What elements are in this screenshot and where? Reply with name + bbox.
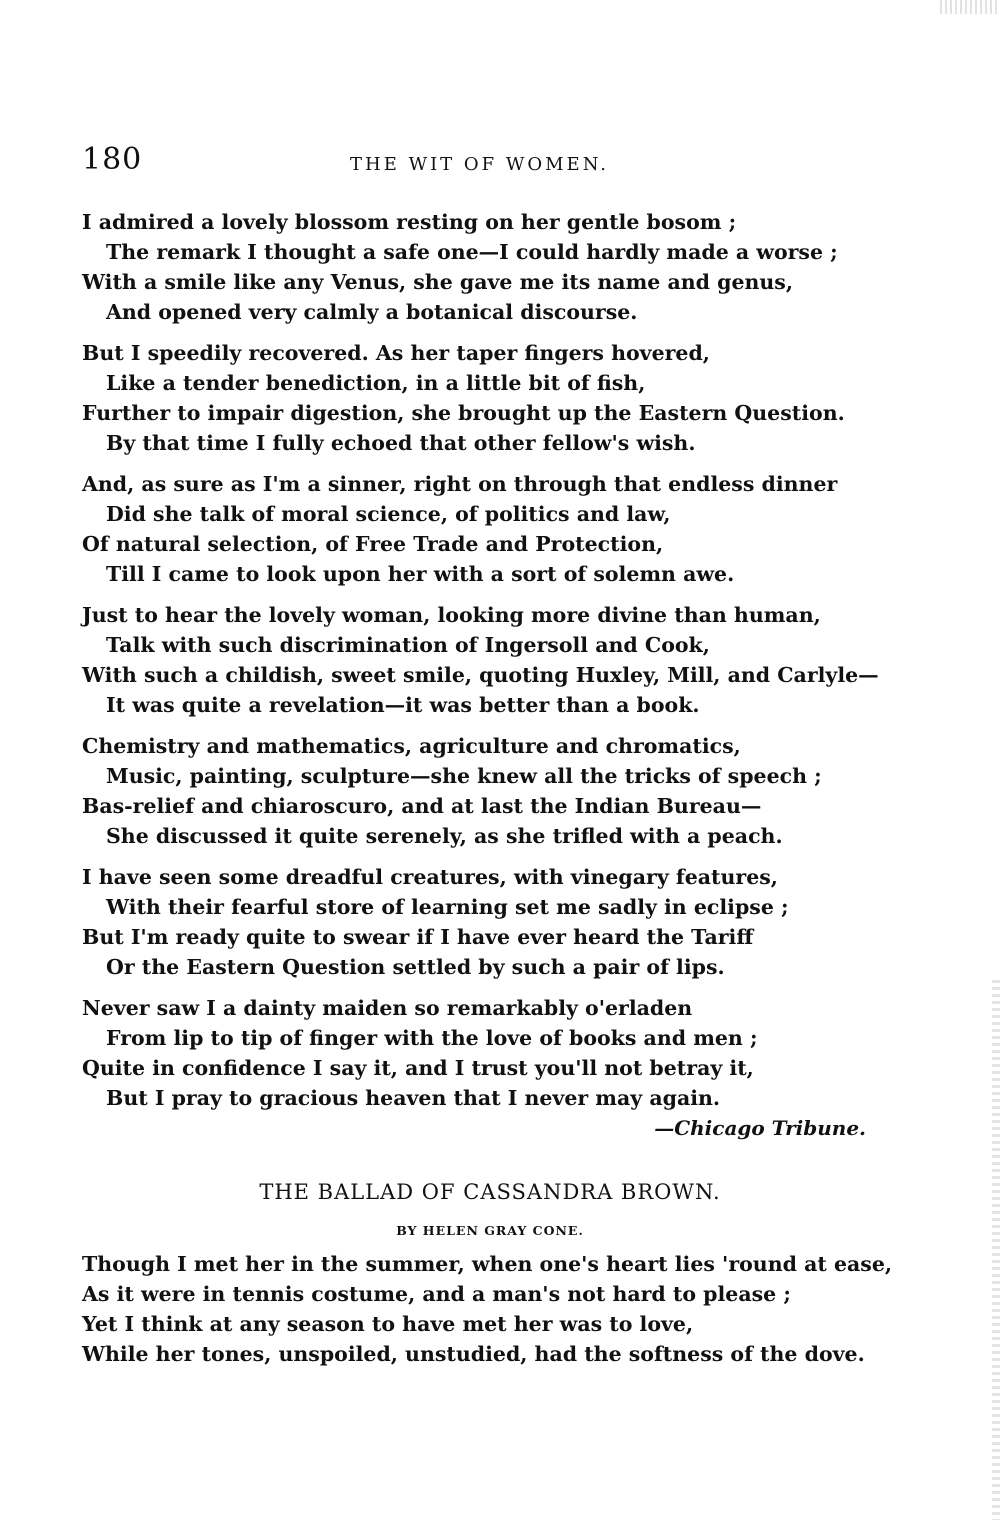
- page-header: [82, 142, 882, 182]
- poem-line: And opened very calmly a botanical discourse.: [106, 300, 638, 324]
- stanza-4: [82, 600, 962, 720]
- ballad-line: Yet I think at any season to have met her was to love,: [82, 1312, 694, 1336]
- poem-line: Further to impair digestion, she brought up the Eastern Question.: [82, 401, 845, 425]
- scan-edge-top: [940, 0, 1000, 14]
- stanza-2: [82, 338, 962, 458]
- stanza-3: [82, 469, 962, 589]
- poem-line: Talk with such discrimination of Ingersoll and Cook,: [106, 633, 710, 657]
- ballad-line: Though I met her in the summer, when one's heart lies 'round at ease,: [82, 1252, 893, 1276]
- page-number: 180: [82, 142, 143, 177]
- stanza-6: [82, 862, 962, 982]
- poem-line: But I speedily recovered. As her taper fingers hovered,: [82, 341, 710, 365]
- poem-line: Or the Eastern Question settled by such a pair of lips.: [106, 955, 725, 979]
- poem-line: I admired a lovely blossom resting on her gentle bosom ;: [82, 210, 737, 234]
- poem-line: Chemistry and mathematics, agriculture and chromatics,: [82, 734, 741, 758]
- poem-line: With such a childish, sweet smile, quoting Huxley, Mill, and Carlyle—: [82, 663, 879, 687]
- ballad-line: While her tones, unspoiled, unstudied, had the softness of the dove.: [82, 1342, 865, 1366]
- scan-edge-right: [992, 980, 1000, 1520]
- poem-line: Bas-relief and chiaroscuro, and at last the Indian Bureau—: [82, 794, 762, 818]
- poem-line: Just to hear the lovely woman, looking more divine than human,: [82, 603, 821, 627]
- poem-line: Of natural selection, of Free Trade and Protection,: [82, 532, 664, 556]
- ballad-byline: BY HELEN GRAY CONE.: [396, 1223, 584, 1238]
- poem-line: By that time I fully echoed that other fellow's wish.: [106, 431, 696, 455]
- attribution: —Chicago Tribune.: [654, 1116, 866, 1140]
- poem-line: The remark I thought a safe one—I could hardly made a worse ;: [106, 240, 838, 264]
- poem-line: It was quite a revelation—it was better than a book.: [106, 693, 700, 717]
- poem-line: Music, painting, sculpture—she knew all the tricks of speech ;: [106, 764, 822, 788]
- ballad-text: [82, 1249, 962, 1369]
- poem-chicago-tribune: [82, 207, 962, 1143]
- poem-line: I have seen some dreadful creatures, with vinegary features,: [82, 865, 778, 889]
- poem-line: She discussed it quite serenely, as she trifled with a peach.: [106, 824, 783, 848]
- stanza-1: [82, 207, 962, 327]
- poem-line: Never saw I a dainty maiden so remarkably o'erladen: [82, 996, 693, 1020]
- running-title: THE WIT OF WOMEN.: [350, 154, 610, 175]
- poem-line: Till I came to look upon her with a sort of solemn awe.: [106, 562, 735, 586]
- poem-line: But I pray to gracious heaven that I never may again.: [106, 1086, 721, 1110]
- poem-line: With a smile like any Venus, she gave me its name and genus,: [82, 270, 793, 294]
- poem-line: But I'm ready quite to swear if I have ever heard the Tariff: [82, 925, 754, 949]
- stanza-7: [82, 993, 962, 1113]
- ballad-line: As it were in tennis costume, and a man's not hard to please ;: [82, 1282, 791, 1306]
- poem-line: From lip to tip of finger with the love of books and men ;: [106, 1026, 758, 1050]
- poem-line: Like a tender benediction, in a little bit of fish,: [106, 371, 646, 395]
- poem-line: And, as sure as I'm a sinner, right on through that endless dinner: [82, 472, 838, 496]
- poem-line: Quite in confidence I say it, and I trust you'll not betray it,: [82, 1056, 754, 1080]
- poem-line: With their fearful store of learning set me sadly in eclipse ;: [106, 895, 789, 919]
- poem-line: Did she talk of moral science, of politics and law,: [106, 502, 671, 526]
- ballad-title: THE BALLAD OF CASSANDRA BROWN.: [259, 1180, 721, 1204]
- stanza-5: [82, 731, 962, 851]
